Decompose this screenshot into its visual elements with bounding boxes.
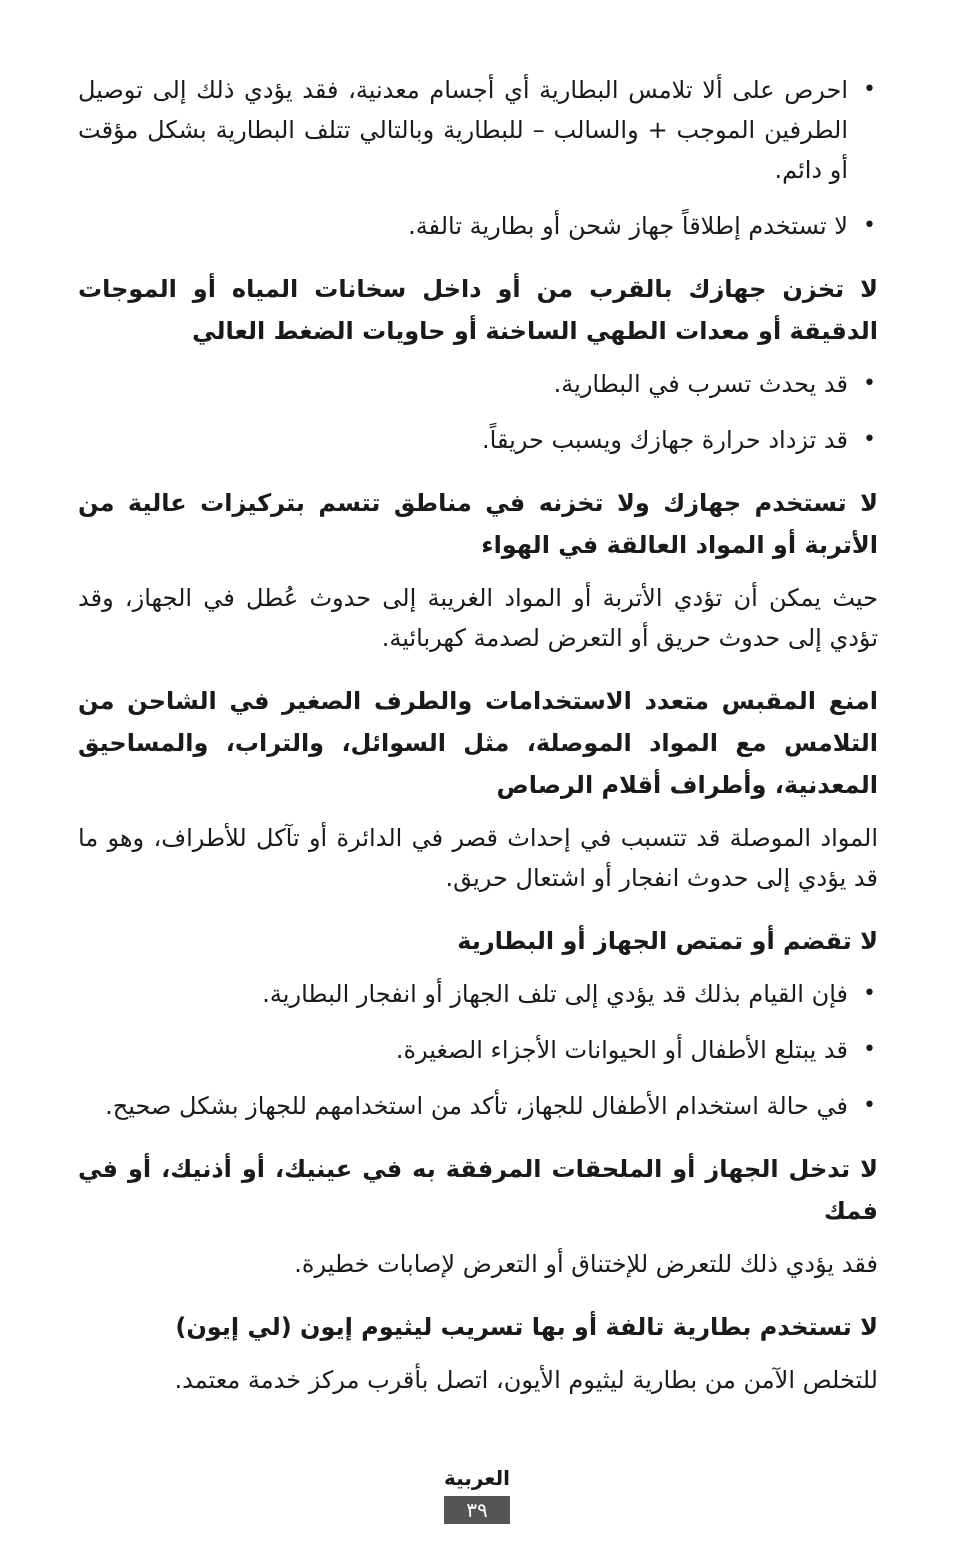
section-dust bbox=[78, 482, 878, 658]
section-damaged-battery bbox=[78, 1306, 878, 1400]
page-number: ٣٩ bbox=[444, 1496, 510, 1524]
section-paragraph: حيث يمكن أن تؤدي الأتربة أو المواد الغريبة إلى حدوث عُطل في الجهاز، وقد تؤدي إلى حدوث حريق أو التعرض لصدمة كهربائية. bbox=[78, 584, 878, 652]
section-heading: امنع المقبس متعدد الاستخدامات والطرف الصغير في الشاحن من التلامس مع المواد الموصلة، مثل السوائل، والتراب، والمساحيق المعدنية، وأطراف أقلام الرصاص bbox=[78, 687, 878, 799]
section-bullet-list bbox=[78, 974, 878, 1126]
bullet-item: • قد يبتلع الأطفال أو الحيوانات الأجزاء الصغيرة. bbox=[78, 1030, 878, 1070]
section-conductive-materials bbox=[78, 680, 878, 898]
section-no-biting bbox=[78, 920, 878, 1126]
section-storage-heat bbox=[78, 268, 878, 460]
page-footer bbox=[0, 1464, 954, 1524]
intro-bullet-list bbox=[78, 70, 878, 246]
section-bullet-list bbox=[78, 364, 878, 460]
bullet-item: • في حالة استخدام الأطفال للجهاز، تأكد من استخدامهم للجهاز بشكل صحيح. bbox=[78, 1086, 878, 1126]
section-heading: لا تقضم أو تمتص الجهاز أو البطارية bbox=[457, 927, 878, 955]
section-heading: لا تستخدم بطارية تالفة أو بها تسريب ليثيوم إيون (لي إيون) bbox=[175, 1313, 878, 1341]
bullet-item: • قد يحدث تسرب في البطارية. bbox=[78, 364, 878, 404]
section-eyes-ears-mouth bbox=[78, 1148, 878, 1284]
section-heading: لا تدخل الجهاز أو الملحقات المرفقة به في عينيك، أو أذنيك، أو في فمك bbox=[78, 1155, 878, 1225]
bullet-item: • احرص على ألا تلامس البطارية أي أجسام معدنية، فقد يؤدي ذلك إلى توصيل الطرفين الموجب + والسالب – للبطارية وبالتالي تتلف البطارية بشكل مؤقت أو دائم. bbox=[78, 70, 878, 190]
section-paragraph: المواد الموصلة قد تتسبب في إحداث قصر في الدائرة أو تآكل للأطراف، وهو ما قد يؤدي إلى حدوث انفجار أو اشتعال حريق. bbox=[78, 824, 878, 892]
section-heading: لا تخزن جهازك بالقرب من أو داخل سخانات المياه أو الموجات الدقيقة أو معدات الطهي الساخنة أو حاويات الضغط العالي bbox=[78, 275, 878, 345]
manual-page bbox=[78, 70, 878, 1410]
bullet-item: • فإن القيام بذلك قد يؤدي إلى تلف الجهاز أو انفجار البطارية. bbox=[78, 974, 878, 1014]
section-paragraph: فقد يؤدي ذلك للتعرض للإختناق أو التعرض لإصابات خطيرة. bbox=[294, 1250, 878, 1278]
bullet-item: • لا تستخدم إطلاقاً جهاز شحن أو بطارية تالفة. bbox=[78, 206, 878, 246]
section-heading: لا تستخدم جهازك ولا تخزنه في مناطق تتسم بتركيزات عالية من الأتربة أو المواد العالقة في الهواء bbox=[78, 489, 878, 559]
bullet-item: • قد تزداد حرارة جهازك ويسبب حريقاً. bbox=[78, 420, 878, 460]
footer-language-label: العربية bbox=[444, 1466, 510, 1490]
section-paragraph: للتخلص الآمن من بطارية ليثيوم الأيون، اتصل بأقرب مركز خدمة معتمد. bbox=[174, 1366, 878, 1394]
